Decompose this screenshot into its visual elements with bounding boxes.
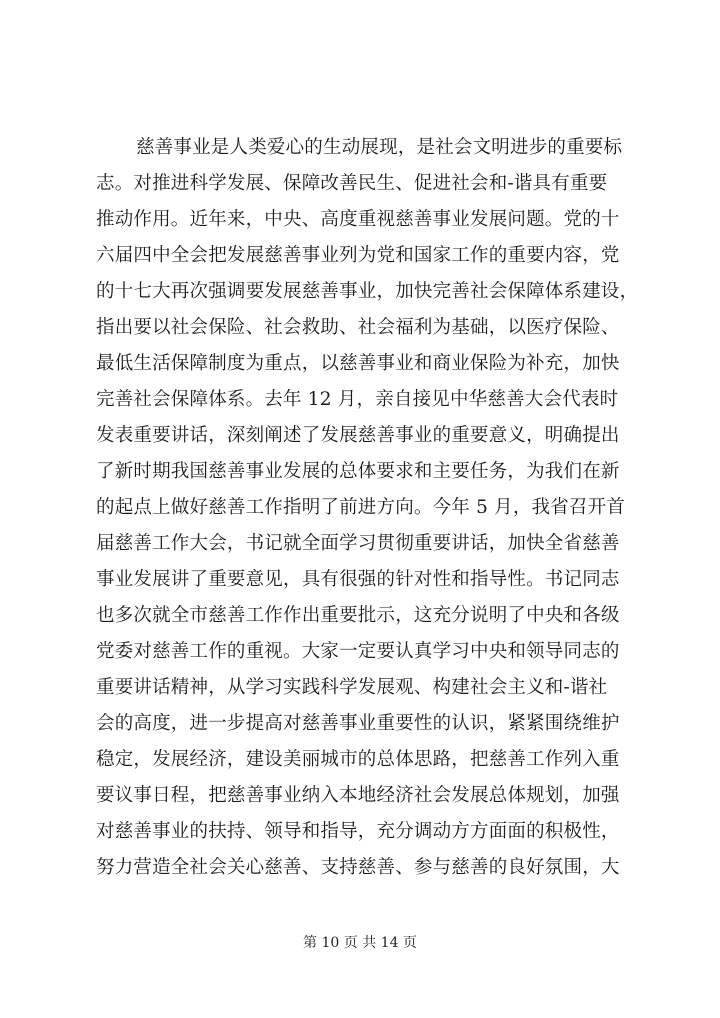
paragraph-line: 努力营造全社会关心慈善、支持慈善、参与慈善的良好氛围，大	[96, 857, 620, 878]
paragraph-line: 最低生活保障制度为重点，以慈善事业和商业保险为补充，加快	[96, 353, 620, 374]
paragraph-line: 六届四中全会把发展慈善事业列为党和国家工作的重要内容，党	[96, 245, 620, 266]
paragraph-line: 也多次就全市慈善工作作出重要批示，这充分说明了中央和各级	[96, 605, 620, 626]
paragraph-line: 发表重要讲话，深刻阐述了发展慈善事业的重要意义，明确提出	[96, 425, 620, 446]
paragraph-line: 会的高度，进一步提高对慈善事业重要性的认识，紧紧围绕维护	[96, 713, 620, 734]
paragraph-line: 志。对推进科学发展、保障改善民生、促进社会和-谐具有重要	[96, 173, 608, 194]
paragraph-line: 指出要以社会保险、社会救助、社会福利为基础，以医疗保险、	[96, 317, 620, 338]
paragraph-line: 党委对慈善工作的重视。大家一定要认真学习中央和领导同志的	[96, 641, 620, 662]
paragraph-line: 届慈善工作大会，书记就全面学习贯彻重要讲话，加快全省慈善	[96, 533, 620, 554]
body-paragraph	[96, 130, 639, 886]
paragraph-line: 了新时期我国慈善事业发展的总体要求和主要任务，为我们在新	[96, 461, 620, 482]
paragraph-line: 推动作用。近年来，中央、高度重视慈善事业发展问题。党的十	[96, 209, 620, 230]
page-number-footer: 第 10 页 共 14 页	[303, 935, 417, 951]
paragraph-line: 的起点上做好慈善工作指明了前进方向。今年 5 月，我省召开首	[96, 497, 626, 518]
paragraph-line: 稳定，发展经济，建设美丽城市的总体思路，把慈善工作列入重	[96, 749, 620, 770]
paragraph-line: 重要讲话精神，从学习实践科学发展观、构建社会主义和-谐社	[96, 677, 608, 698]
paragraph-line: 事业发展讲了重要意见，具有很强的针对性和指导性。书记同志	[96, 569, 620, 590]
paragraph-line: 要议事日程，把慈善事业纳入本地经济社会发展总体规划，加强	[96, 785, 620, 806]
paragraph-line: 的十七大再次强调要发展慈善事业，加快完善社会保障体系建设，	[96, 281, 639, 302]
paragraph-line: 对慈善事业的扶持、领导和指导，充分调动方方面面的积极性，	[96, 821, 620, 842]
paragraph-line: 完善社会保障体系。去年 12 月，亲自接见中华慈善大会代表时	[96, 389, 619, 410]
paragraph-line: 慈善事业是人类爱心的生动展现，是社会文明进步的重要标	[136, 137, 623, 158]
